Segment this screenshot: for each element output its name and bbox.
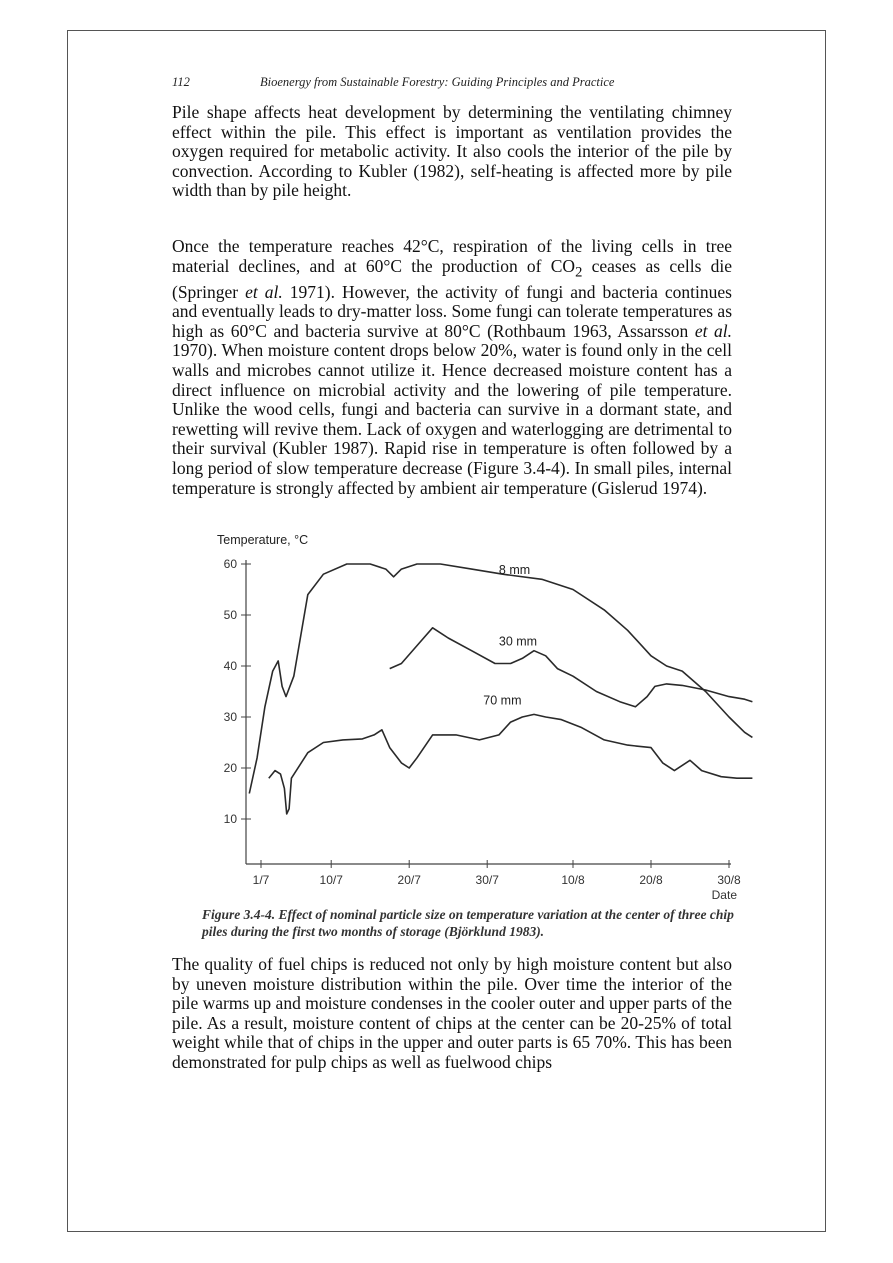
x-tick-label: 30/7 <box>475 873 499 887</box>
paragraph-temperature <box>172 237 732 511</box>
x-axis-label: Date <box>711 888 737 902</box>
x-tick-label: 1/7 <box>252 873 270 887</box>
x-tick-label: 10/8 <box>561 873 585 887</box>
y-tick-label: 50 <box>223 608 237 622</box>
y-tick-label: 10 <box>223 812 237 826</box>
series-label-8-mm: 8 mm <box>498 563 531 578</box>
paragraph-text: ceases as cells die (Springer <box>172 255 733 302</box>
x-tick-label: 20/8 <box>639 873 663 887</box>
y-tick-label: 40 <box>223 659 237 673</box>
series-line-30-mm <box>390 628 753 707</box>
y-axis-label: Temperature, °C <box>217 533 309 547</box>
paragraph-text: 1971). However, the activity of fungi and bacteria continues and eventually leads to dry-matter loss. Some fungi can tolerate temperatures as high as 60°C and bacteria survive at 80°C (Rothbaum 1963, Assarsson <box>172 281 732 341</box>
x-tick-label: 30/8 <box>717 873 741 887</box>
x-tick-label: 20/7 <box>397 873 421 887</box>
series-label-30-mm: 30 mm <box>498 634 538 649</box>
running-title: Bioenergy from Sustainable Forestry: Guiding Principles and Practice <box>260 75 615 89</box>
y-tick-label: 60 <box>223 557 237 571</box>
page-number: 112 <box>172 75 190 89</box>
x-tick-label: 10/7 <box>319 873 343 887</box>
series-line-8-mm <box>249 564 752 794</box>
figure-caption: Figure 3.4-4. Effect of nominal particle size on temperature variation at the center of three chip piles during the first two months of storage (Björklund 1983). <box>202 907 734 939</box>
paragraph-text: Once the temperature reaches 42°C, respiration of the living cells in tree material declines, and at 60°C the production of CO <box>172 236 732 276</box>
series-line-70-mm <box>269 714 753 814</box>
citation-et-al: et al. <box>694 320 732 341</box>
paragraph-text: 1970). When moisture content drops below 20%, water is found only in the cell walls and microbes cannot utilize it. Hence decreased moisture content has a direct influence on microbial activity and the lowering of pile temperature. Unlike the wood cells, fungi and bacteria can survive in a dormant state, and rewetting will revive them. Lack of oxygen and waterlogging are detrimental to their survival (Kubler 1987). Rapid rise in temperature is often followed by a long period of slow temperature decrease (Figure 3.4-4). In small piles, internal temperature is strongly affected by ambient air temperature (Gislerud 1974). <box>172 340 732 498</box>
y-tick-label: 20 <box>223 761 237 775</box>
citation-et-al: et al. <box>245 281 283 302</box>
paragraph-pile-shape: Pile shape affects heat development by determining the ventilating chimney effect within the pile. This effect is important as ventilation provides the oxygen required for metabolic activity. It also cools the interior of the pile by convection. According to Kubler (1982), self-heating is affected more by pile width than by pile height. <box>172 102 732 201</box>
temperature-chart-svg <box>200 524 760 904</box>
paragraph-fuel-chip-quality: The quality of fuel chips is reduced not only by high moisture content but also by uneven moisture distribution within the pile. Over time the interior of the pile warms up and moisture condenses in the cooler outer and upper parts of the pile. As a result, moisture content of chips at the center can be 20-25% of total weight while that of chips in the upper and outer parts is 65 70%. This has been demonstrated for pulp chips as well as fuelwood chips <box>172 954 732 1072</box>
y-tick-label: 30 <box>223 710 237 724</box>
co2-subscript: 2 <box>575 264 583 281</box>
series-label-70-mm: 70 mm <box>483 693 522 708</box>
temperature-chart <box>200 524 760 904</box>
